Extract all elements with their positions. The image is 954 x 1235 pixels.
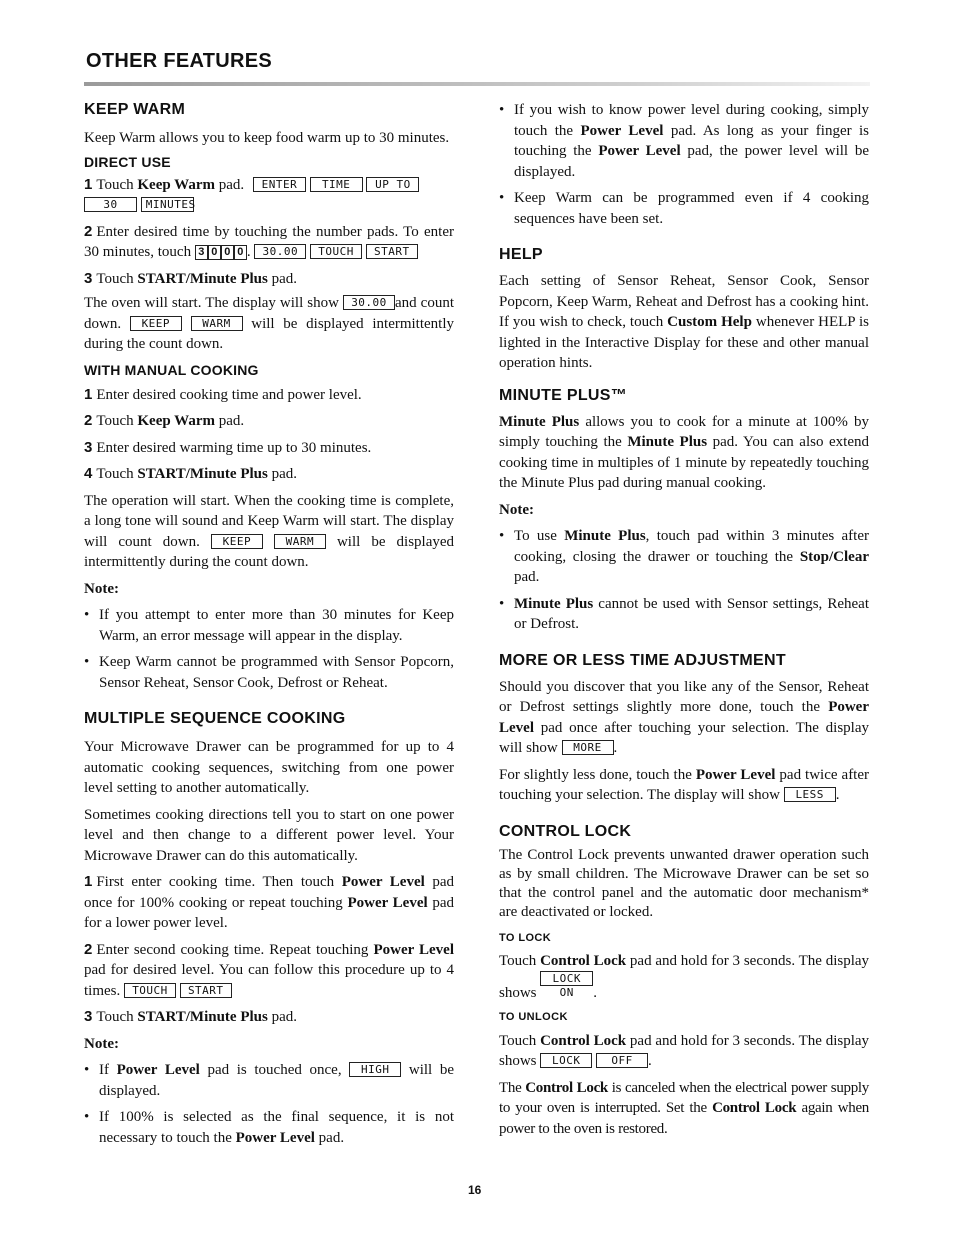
time-adjustment-heading: MORE OR LESS TIME ADJUSTMENT (499, 651, 786, 669)
display-readout: WARM (191, 316, 243, 331)
manual-step-4: 4 Touch START/Minute Plus pad. (84, 465, 298, 482)
display-readout: KEEP (211, 534, 263, 549)
direct-use-step-3: 3 Touch START/Minute Plus pad. (84, 269, 298, 287)
control-lock-intro: The Control Lock prevents unwanted drawer operation such as by small children. The Microwave Drawer can be set so that the control panel and the automatic door mechanism* are deactivated or locked. (499, 846, 869, 920)
display-readout: LOCK (540, 1053, 592, 1068)
right-column (499, 100, 869, 1139)
step-number: 3 (84, 1008, 93, 1025)
display-readout: 30.00 (343, 295, 395, 310)
step-number: 2 (84, 412, 93, 429)
display-readout: OFF (596, 1053, 648, 1068)
keep-warm-heading: KEEP WARM (84, 101, 186, 118)
adjust-more-text: Should you discover that you like any of the Sensor, Reheat or Defrost settings slightly more done, touch the Power Level pad once after touching your selection. The display will show MORE . (499, 678, 869, 756)
step-number: 4 (84, 465, 93, 482)
header-rule (84, 82, 870, 86)
display-readout: HIGH (349, 1062, 401, 1077)
to-unlock-text: Touch Control Lock pad and hold for 3 seconds. The display shows LOCK OFF . (499, 1032, 870, 1069)
display-readout: START (366, 244, 418, 259)
display-readout: TIME (310, 177, 363, 192)
display-readout: ENTER (253, 177, 306, 192)
multiple-sequence-heading: MULTIPLE SEQUENCE COOKING (84, 710, 346, 727)
multiple-step-3: 3 Touch START/Minute Plus pad. (84, 1008, 298, 1025)
step-number: 2 (84, 222, 93, 240)
step-number: 1 (84, 175, 93, 193)
multiple-p2: Sometimes cooking directions tell you to start on one power level and then change to a different power level. Your Microwave Drawer can do this automatically. (84, 806, 454, 864)
direct-use-heading: DIRECT USE (84, 153, 171, 170)
display-readout: LOCK ON (540, 971, 593, 986)
list-item: • If 100% is selected as the final sequence, it is not necessary to touch the Power Level pad. (84, 1107, 454, 1148)
list-item: • If Power Level pad is touched once, HIGH will be displayed. (84, 1060, 454, 1101)
number-key: 0 (221, 245, 234, 260)
display-readout: KEEP (130, 316, 182, 331)
direct-use-description: The oven will start. The display will show 30.00 and count down. KEEP WARM will be displayed intermittently during the count down. (84, 295, 455, 352)
list-item: • If you wish to know power level during cooking, simply touch the Power Level pad. As long as your finger is touching the Power Level pad, the power level will be displayed. (499, 100, 869, 182)
help-heading: HELP (499, 246, 543, 263)
display-readout: TOUCH (310, 244, 362, 259)
manual-step-3: 3 Enter desired warming time up to 30 minutes. (84, 438, 372, 456)
display-readout: MORE (562, 740, 614, 755)
minute-plus-notes (499, 526, 869, 635)
keep-warm-intro: Keep Warm allows you to keep food warm up to 30 minutes. (84, 130, 450, 146)
page-title: OTHER FEATURES (86, 50, 273, 72)
display-readout: LESS (784, 787, 836, 802)
manual-step-1: 1 Enter desired cooking time and power level. (84, 385, 362, 403)
display-readout: 30.00 (254, 244, 306, 259)
left-column (84, 100, 454, 1148)
direct-use-step-1: 1 Touch Keep Warm pad. ENTER TIME UP TO 30 MINUTES (84, 175, 454, 216)
list-item: • To use Minute Plus, touch pad within 3 minutes after cooking, closing the drawer or touching the Stop/Clear pad. (499, 526, 869, 588)
to-unlock-heading: TO UNLOCK (499, 1010, 568, 1023)
step-number: 1 (84, 873, 93, 890)
direct-use-step-2: 2 Enter desired time by touching the number pads. To enter 30 minutes, touch 3 0 0 0 . 30.00 TOUCH START (84, 222, 454, 260)
list-item: • Minute Plus cannot be used with Sensor settings, Reheat or Defrost. (499, 594, 869, 635)
number-key: 0 (234, 245, 247, 260)
display-readout: 30 (84, 197, 137, 212)
display-readout: UP TO (366, 177, 419, 192)
number-key: 0 (208, 245, 221, 260)
step-number: 3 (84, 269, 93, 287)
note-label: Note: (499, 501, 534, 518)
power-level-notes (499, 100, 869, 229)
list-item: • Keep Warm can be programmed even if 4 cooking sequences have been set. (499, 188, 869, 229)
step-number: 3 (84, 438, 93, 456)
adjust-less-text: For slightly less done, touch the Power Level pad twice after touching your selection. The display will show LESS . (499, 766, 870, 803)
display-readout: TOUCH (124, 983, 176, 998)
multiple-step-1: 1 First enter cooking time. Then touch Power Level pad once for 100% cooking or repeat touching Power Level pad for a lower power level. (84, 873, 454, 931)
multiple-step-2: 2 Enter second cooking time. Repeat touching Power Level pad for desired level. You can follow this procedure up to 4 times. TOUCH START (84, 940, 454, 999)
step-number: 1 (84, 385, 93, 403)
list-item: • Keep Warm cannot be programmed with Sensor Popcorn, Sensor Reheat, Sensor Cook, Defrost or Reheat. (84, 652, 454, 693)
control-lock-final: The Control Lock is canceled when the electrical power supply to your oven is interrupted. Set the Control Lock again when power to the oven is restored. (499, 1079, 869, 1137)
number-key: 3 (195, 245, 208, 260)
display-readout: MINUTES (141, 197, 194, 212)
note-label: Note: (84, 1035, 119, 1052)
control-lock-heading: CONTROL LOCK (499, 822, 632, 840)
display-readout: START (180, 983, 232, 998)
multiple-notes (84, 1060, 454, 1148)
keep-warm-notes (84, 605, 454, 693)
display-readout: WARM (274, 534, 326, 549)
page-number: 16 (468, 1183, 482, 1197)
minute-plus-heading: MINUTE PLUS™ (499, 386, 628, 404)
to-lock-text: Touch Control Lock pad and hold for 3 seconds. The display shows LOCK ON . (499, 952, 870, 1001)
list-item: • If you attempt to enter more than 30 minutes for Keep Warm, an error message will appear in the display. (84, 605, 454, 646)
manual-description: The operation will start. When the cooking time is complete, a long tone will sound and Keep Warm will start. The display will count down. KEEP WARM will be displayed intermittently during the count down. (84, 492, 455, 570)
minute-plus-text: Minute Plus allows you to cook for a minute at 100% by simply touching the Minute Plus pad. You can also extend cooking time in multiples of 1 minute by repeatedly touching the Minute Plus pad during manual cooking. (499, 413, 869, 491)
multiple-p1: Your Microwave Drawer can be programmed for up to 4 automatic cooking sequences, switching from one power level setting to another automatically. (84, 739, 454, 796)
note-label: Note: (84, 580, 119, 597)
manual-cooking-heading: WITH MANUAL COOKING (84, 361, 259, 378)
manual-step-2: 2 Touch Keep Warm pad. (84, 412, 245, 429)
help-text: Each setting of Sensor Reheat, Sensor Cook, Sensor Popcorn, Keep Warm, Reheat and Defrost has a cooking hint. If you wish to check, touch Custom Help whenever HELP is lighted in the Interactive Display for these and other manual operation hints. (499, 273, 870, 371)
step-number: 2 (84, 940, 93, 958)
to-lock-heading: TO LOCK (499, 931, 552, 944)
